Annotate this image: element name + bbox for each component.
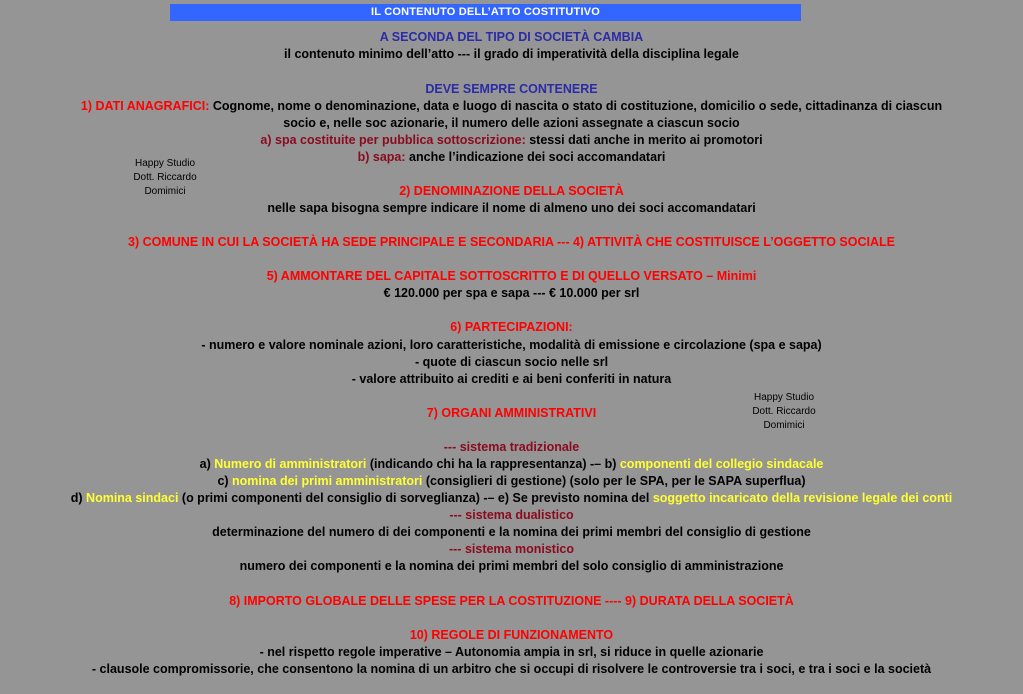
section-7-heading: 7) ORGANI AMMINISTRATIVI [426, 406, 597, 420]
watermark-line-3: Domimici [144, 186, 186, 197]
row-1-middle: (indicando chi ha la rappresentanza) -– b) [366, 457, 620, 471]
section-3-4-heading: 3) COMUNE IN CUI LA SOCIETÀ HA SEDE PRINCIPALE E SECONDARIA --- 4) ATTIVITÀ CHE COSTITUISCE L’OGGETTO SOCIALE [128, 235, 895, 249]
highlight-primi-amministratori: nomina dei primi amministratori [232, 474, 423, 488]
deve-heading: DEVE SEMPRE CONTENERE [425, 82, 598, 96]
section-2-heading: 2) DENOMINAZIONE DELLA SOCIETÀ [399, 184, 624, 198]
section-6-line-3: - valore attribuito ai crediti e ai beni conferiti in natura [351, 372, 672, 386]
row-2-prefix: c) [217, 474, 233, 488]
row-3-middle: (o primi componenti del consiglio di sorveglianza) -– e) Se previsto nomina del [178, 491, 653, 505]
sistema-monistico-label: --- sistema monistico [448, 542, 575, 556]
section-10-heading: 10) REGOLE DI FUNZIONAMENTO [409, 628, 614, 642]
section-1-line-2: socio e, nelle soc azionarie, il numero delle azioni assegnate a ciascun socio [283, 116, 740, 130]
highlight-collegio-sindacale: componenti del collegio sindacale [619, 457, 824, 471]
section-1-b-label: b) sapa: [357, 150, 406, 164]
tradizionale-row-3 [0, 490, 1023, 507]
section-1-b-text: anche l’indicazione dei soci accomandatari [405, 150, 666, 164]
watermark-line-2: Dott. Riccardo [752, 406, 816, 417]
section-1-a-label: a) spa costituite per pubblica sottoscrizione: [260, 133, 526, 147]
section-2-text: nelle sapa bisogna sempre indicare il nome di almeno uno dei soci accomandatari [267, 201, 756, 215]
section-1-label: 1) DATI ANAGRAFICI: [80, 99, 210, 113]
watermark-line-1: Happy Studio [134, 158, 196, 169]
row-3-prefix: d) [70, 491, 87, 505]
section-5-heading: 5) AMMONTARE DEL CAPITALE SOTTOSCRITTO E DI QUELLO VERSATO – Minimi [266, 269, 757, 283]
highlight-revisione-legale: soggetto incaricato della revisione legale dei conti [652, 491, 953, 505]
tradizionale-row-2 [0, 473, 1023, 490]
highlight-nomina-sindaci: Nomina sindaci [86, 491, 179, 505]
section-1-a [0, 132, 1023, 149]
watermark-line-2: Dott. Riccardo [133, 172, 197, 183]
section-1-a-text: stessi dati anche in merito ai promotori [525, 133, 763, 147]
watermark-line-1: Happy Studio [753, 392, 815, 403]
section-10-line-1: - nel rispetto regole imperative – Autonomia ampia in srl, si riduce in quelle azionarie [259, 645, 764, 659]
section-6-heading: 6) PARTECIPAZIONI: [450, 320, 573, 334]
section-6-line-2: - quote di ciascun socio nelle srl [414, 355, 609, 369]
section-6-line-1: - numero e valore nominale azioni, loro caratteristiche, modalità di emissione e circolazione (spa e sapa) [201, 338, 822, 352]
intro-text: il contenuto minimo dell’atto --- il grado di imperatività della disciplina legale [284, 47, 739, 61]
section-1-line-1 [0, 98, 1023, 115]
section-8-9-heading: 8) IMPORTO GLOBALE DELLE SPESE PER LA COSTITUZIONE ---- 9) DURATA DELLA SOCIETÀ [229, 594, 794, 608]
sistema-dualistico-label: --- sistema dualistico [449, 508, 574, 522]
row-2-rest: (consiglieri di gestione) (solo per le SPA, per le SAPA superflua) [422, 474, 806, 488]
intro-heading: A SECONDA DEL TIPO DI SOCIETÀ CAMBIA [379, 30, 644, 44]
highlight-numero-amministratori: Numero di amministratori [214, 457, 367, 471]
section-10-line-2: - clausole compromissorie, che consentono la nomina di un arbitro che si occupi di risolvere le controversie tra i soci, e tra i soci e la società [91, 662, 932, 676]
slide-title: IL CONTENUTO DELL’ATTO COSTITUTIVO [170, 4, 801, 21]
row-1-prefix: a) [199, 457, 215, 471]
dualistico-text: determinazione del numero di dei componenti e la nomina dei primi membri del consiglio di gestione [212, 525, 811, 539]
section-1-text-a: Cognome, nome o denominazione, data e luogo di nascita o stato di costituzione, domicilio o sede, cittadinanza di ciascun [209, 99, 943, 113]
section-5-text: € 120.000 per spa e sapa --- € 10.000 per srl [383, 286, 640, 300]
monistico-text: numero dei componenti e la nomina dei primi membri del solo consiglio di amministrazione [239, 559, 784, 573]
watermark-line-3: Domimici [763, 420, 805, 431]
tradizionale-row-1 [0, 456, 1023, 473]
sistema-tradizionale-label: --- sistema tradizionale [443, 440, 580, 454]
